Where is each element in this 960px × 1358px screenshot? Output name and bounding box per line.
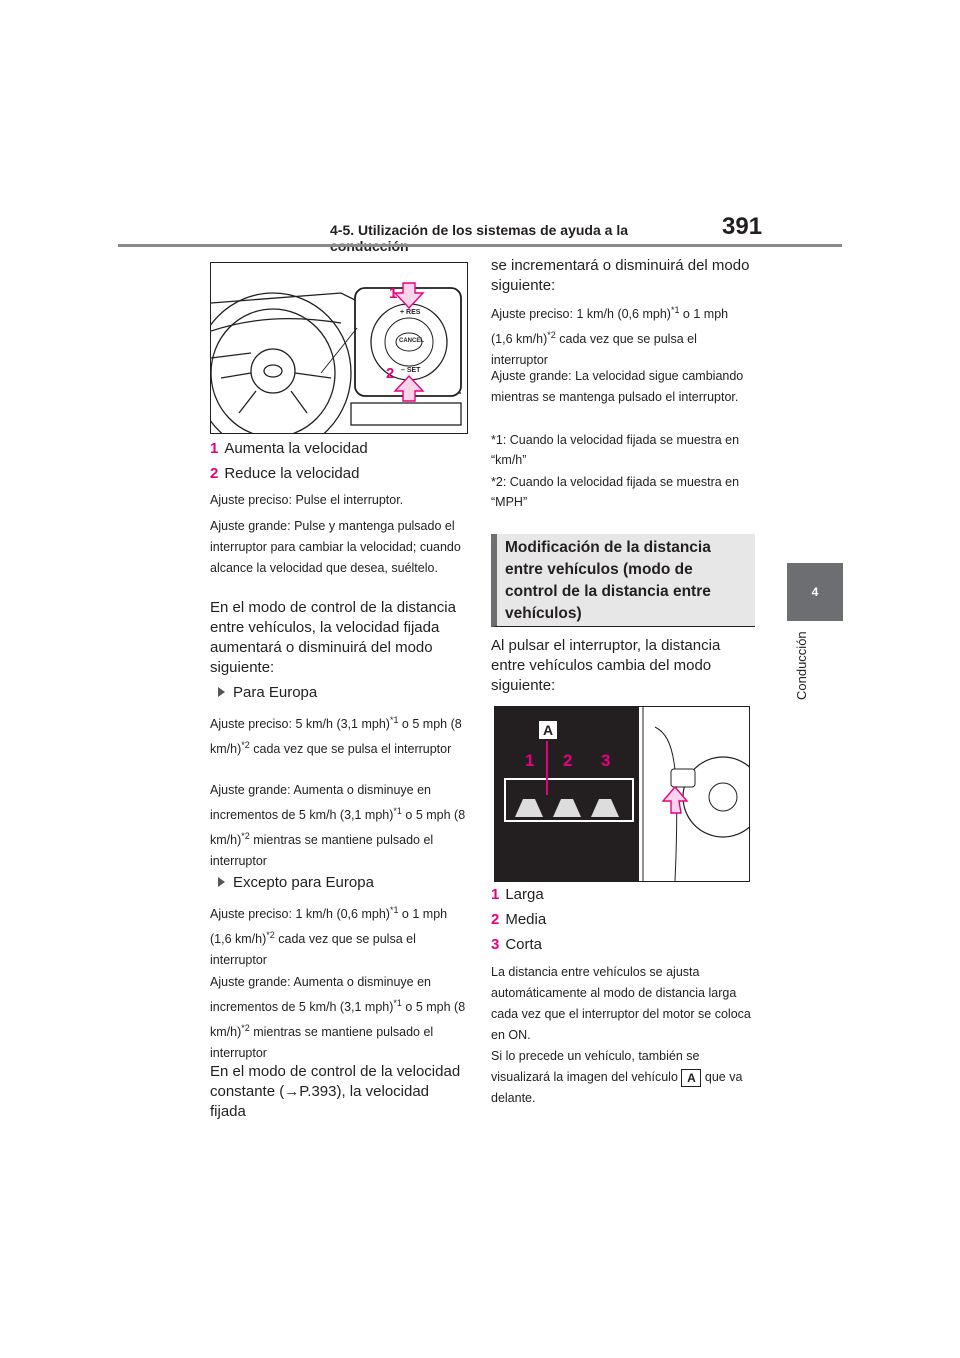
footnote: *1: Cuando la velocidad fijada se muestra en “km/h” [491,433,740,467]
paragraph: En el modo de control de la distancia entre vehículos, la velocidad fijada aumentará o disminuirá del modo siguiente: [210,599,456,676]
paragraph: Ajuste preciso: Pulse el interruptor. [210,493,404,507]
header-divider [118,244,842,247]
label-a-box: A [537,719,559,741]
vehicle-a-icon: A [681,1069,701,1087]
res-label: + RES [400,309,421,316]
bullet-item: Excepto para Europa [210,874,468,891]
paragraph: La distancia entre vehículos se ajusta automáticamente al modo de distancia larga cada vez que el interruptor del motor se coloca en ON. [491,965,751,1042]
distance-num-3: 3 [601,751,611,770]
triangle-bullet-icon [218,687,225,697]
list-item: 2 Reduce la velocidad [210,465,360,482]
set-label: – SET [401,367,421,374]
callout-1: 1 [389,285,398,302]
distance-num-2: 2 [563,751,573,770]
paragraph: Ajuste preciso: 1 km/h (0,6 mph)$^{*1}$ o 1 mph (1,6 km/h)$^{*2}$ cada vez que se pulsa el interruptor [491,305,729,368]
paragraph: Ajuste preciso: 5 km/h (3,1 mph)$^{*1}$ o 5 mph (8 km/h)$^{*2}$ cada vez que se pulsa el interruptor [210,715,462,757]
paragraph: se incrementará o disminuirá del modo siguiente: [491,257,750,294]
paragraph: Ajuste grande: La velocidad sigue cambiando mientras se mantenga pulsado el interruptor. [491,369,744,404]
cancel-label: CANCEL [399,338,424,344]
callout-2: 2 [386,365,395,382]
paragraph: Si lo precede un vehículo, también se visualizará la imagen del vehículo A que va delante. [491,1049,743,1105]
list-item: 1 Aumenta la velocidad [210,440,368,457]
paragraph: Al pulsar el interruptor, la distancia entre vehículos cambia del modo siguiente: [491,637,721,694]
section-heading-box [491,534,755,627]
chapter-side-label: Conducción [794,631,809,700]
steering-switch-figure [210,262,468,434]
triangle-bullet-icon [218,877,225,887]
chapter-tab[interactable]: 4 [787,563,843,621]
list-item: 3 Corta [491,936,543,953]
chapter-heading: 4-5. Utilización de los sistemas de ayuda a la [330,222,629,238]
distance-switch-figure [494,706,750,882]
paragraph: En el modo de control de la velocidad constante (→P.393), la velocidad fijada [210,1063,461,1120]
paragraph: Ajuste grande: Pulse y mantenga pulsado el interruptor para cambiar la velocidad; cuando alcance la velocidad que desea, suéltelo. [210,519,461,575]
paragraph: Ajuste preciso: 1 km/h (0,6 mph)$^{*1}$ o 1 mph (1,6 km/h)$^{*2}$ cada vez que se pulsa el interruptor [210,905,448,968]
page-number: 391 [722,213,763,240]
distance-num-1: 1 [525,751,535,770]
bullet-item: Para Europa [210,684,468,701]
footnote: *2: Cuando la velocidad fijada se muestra en “MPH” [491,475,740,509]
distance-display-illustration [495,707,749,881]
section-title: Modificación de la distancia entre vehículos (modo de control de la distancia entre vehículos) [505,539,711,622]
paragraph: Ajuste grande: Aumenta o disminuye en incrementos de 5 km/h (3,1 mph)$^{*1}$ o 5 mph (8 km/h)$^{*2}$ mientras se mantiene pulsado el interruptor [210,975,466,1061]
steering-wheel-illustration [211,263,467,433]
list-item: 1 Larga [491,886,544,903]
list-item: 2 Media [491,911,547,928]
paragraph: Ajuste grande: Aumenta o disminuye en incrementos de 5 km/h (3,1 mph)$^{*1}$ o 5 mph (8 km/h)$^{*2}$ mientras se mantiene pulsado el interruptor [210,783,466,869]
